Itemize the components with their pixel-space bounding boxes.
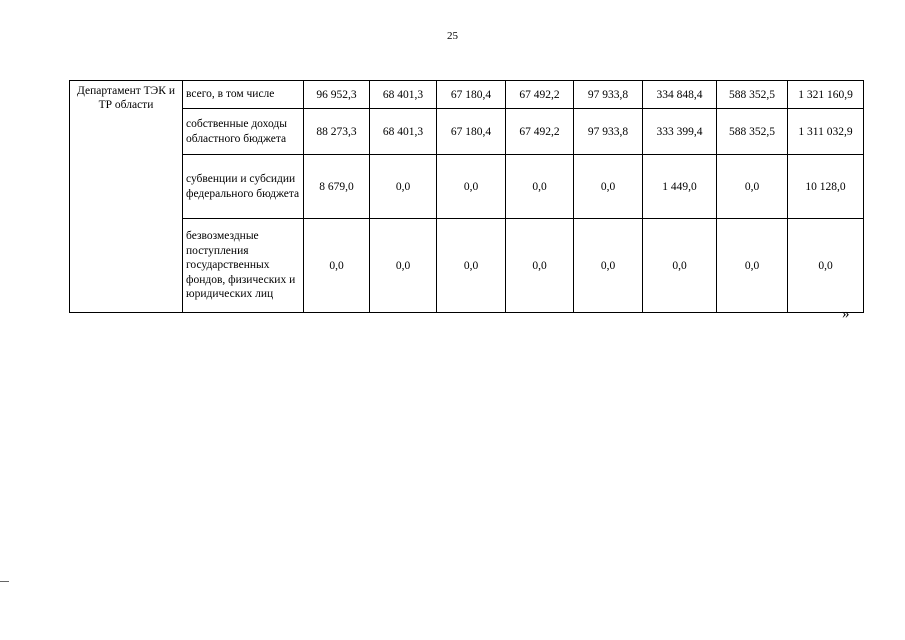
row-label: собственные доходы областного бюджета xyxy=(183,109,304,155)
value-cell: 97 933,8 xyxy=(574,109,643,155)
value-cell: 67 492,2 xyxy=(506,109,574,155)
value-cell: 0,0 xyxy=(506,219,574,313)
table-row xyxy=(70,109,864,155)
value-cell: 0,0 xyxy=(506,155,574,219)
table-row xyxy=(70,155,864,219)
table-row xyxy=(70,219,864,313)
row-label: всего, в том числе xyxy=(183,81,304,109)
value-cell: 0,0 xyxy=(717,219,788,313)
value-cell: 588 352,5 xyxy=(717,109,788,155)
value-cell: 0,0 xyxy=(643,219,717,313)
page-number: 25 xyxy=(447,30,458,42)
value-cell: 333 399,4 xyxy=(643,109,717,155)
value-cell: 0,0 xyxy=(574,155,643,219)
value-cell: 0,0 xyxy=(574,219,643,313)
value-cell: 0,0 xyxy=(717,155,788,219)
value-cell: 588 352,5 xyxy=(717,81,788,109)
department-cell: Департамент ТЭК и ТР области xyxy=(70,81,183,313)
row-label: субвенции и субсидии федерального бюджета xyxy=(183,155,304,219)
value-cell: 68 401,3 xyxy=(370,109,437,155)
budget-table xyxy=(69,80,864,313)
row-label: безвозмездные поступления государственных фондов, физических и юридических лиц xyxy=(183,219,304,313)
margin-scan-mark xyxy=(0,581,9,582)
value-cell: 88 273,3 xyxy=(304,109,370,155)
value-cell: 0,0 xyxy=(370,155,437,219)
value-cell: 8 679,0 xyxy=(304,155,370,219)
value-cell: 1 321 160,9 xyxy=(788,81,864,109)
value-cell: 334 848,4 xyxy=(643,81,717,109)
value-cell: 0,0 xyxy=(437,155,506,219)
value-cell: 67 180,4 xyxy=(437,109,506,155)
value-cell: 10 128,0 xyxy=(788,155,864,219)
value-cell: 67 492,2 xyxy=(506,81,574,109)
value-cell: 1 311 032,9 xyxy=(788,109,864,155)
value-cell: 0,0 xyxy=(788,219,864,313)
table-row xyxy=(70,81,864,109)
value-cell: 67 180,4 xyxy=(437,81,506,109)
closing-quote-mark: » xyxy=(842,306,850,322)
value-cell: 0,0 xyxy=(437,219,506,313)
value-cell: 96 952,3 xyxy=(304,81,370,109)
value-cell: 1 449,0 xyxy=(643,155,717,219)
value-cell: 0,0 xyxy=(370,219,437,313)
value-cell: 0,0 xyxy=(304,219,370,313)
value-cell: 68 401,3 xyxy=(370,81,437,109)
value-cell: 97 933,8 xyxy=(574,81,643,109)
